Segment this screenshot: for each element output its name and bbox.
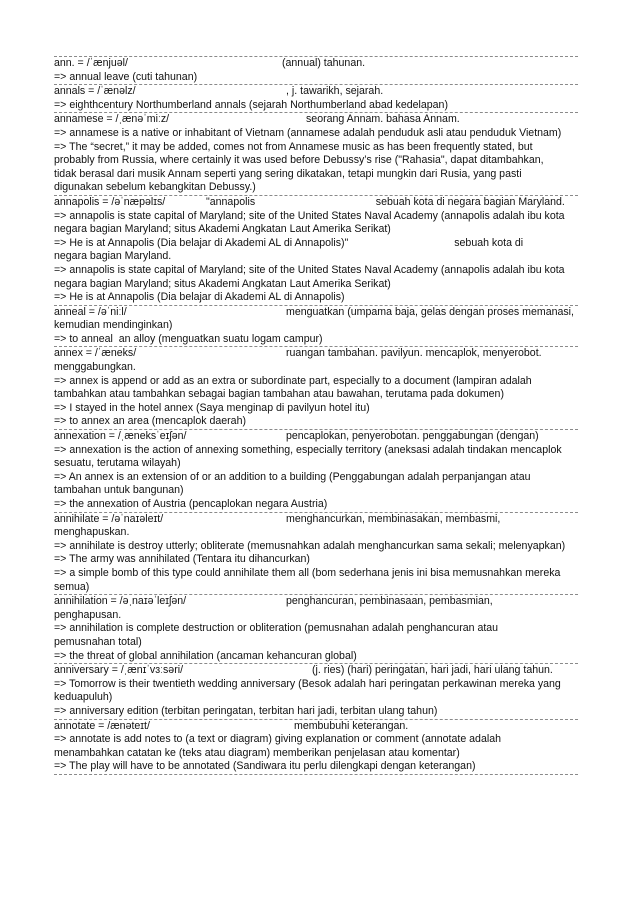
headword: annihilate = /əˈnaɪəleɪt/	[54, 512, 164, 525]
translation: pencaplokan, penyerobotan. penggabungan (dengan)	[286, 430, 539, 443]
entry-line: negara bagian Maryland.	[54, 250, 172, 263]
entry-head	[54, 196, 578, 210]
translation: , j. tawarikh, sejarah.	[286, 85, 384, 98]
entry-line: sesuatu, terutama wilayah)	[54, 457, 181, 470]
translation: (annual) tahunan.	[282, 57, 366, 69]
entry-line: => I stayed in the hotel annex (Saya menginap di pavilyun hotel itu)	[54, 401, 370, 414]
headword: annex = /ˈæneks/	[54, 347, 137, 360]
entry-line: => to annex an area (mencaplok daerah)	[54, 415, 246, 428]
headword: anneal = /əˈniːl/	[54, 305, 127, 318]
entry-line: => annex is append or add as an extra or subordinate part, especially to a document (lampiran adalah	[54, 374, 532, 387]
entry-annals	[54, 85, 578, 113]
entry-head	[54, 664, 578, 678]
entry-line: => to anneal an alloy (menguatkan suatu logam campur)	[54, 332, 323, 345]
headword: anniversary = /ˌænɪˈvɜːsəri/	[54, 664, 184, 677]
entry-line: tambahkan atau tambahkan sebagai bagian tambahan atau bawahan, terutama pada dokumen)	[54, 388, 504, 401]
entry-line: => annexation is the action of annexing something, especially territory (aneksasi adalah tindakan mencaplok	[54, 443, 562, 456]
entry-line: => annihilation is complete destruction or obliteration (pemusnahan adalah penghancuran atau	[54, 622, 499, 635]
entry-line: tidak berasal dari musik Annam seperti yang sering dikatakan, tetapi mungkin dari Rusia, yang pasti	[54, 167, 522, 180]
translation: menghancurkan, membinasakan, membasmi,	[286, 512, 501, 525]
translation: ruangan tambahan. pavilyun. mencaplok, menyerobot.	[286, 347, 542, 360]
entry-line: menghapuskan.	[54, 526, 130, 539]
translation: menguatkan (umpama baja, gelas dengan proses memanasi,	[286, 305, 574, 318]
translation: "annapolis sebuah kota di negara bagian Maryland.	[206, 195, 565, 208]
entry-line: negara bagian Maryland; situs Akademi Angkatan Laut Amerika Serikat)	[54, 223, 391, 236]
entry-head	[54, 306, 578, 320]
entry-line: => eighthcentury Northumberland annals (sejarah Northumberland abad kedelapan)	[54, 98, 448, 111]
headword: ann. = /ˈænjuəl/	[54, 57, 128, 69]
headword: annexation = /ˌæneksˈeɪʃən/	[54, 430, 187, 443]
entry-line: => annual leave (cuti tahunan)	[54, 70, 198, 83]
entry-head	[54, 595, 578, 609]
entry-line: menambahkan catatan ke (teks atau diagram) memberikan penjelasan atau komentar)	[54, 746, 460, 759]
entry-line: => He is at Annapolis (Dia belajar di Akademi AL di Annapolis)	[54, 291, 345, 304]
headword: annamese = /ˌænəˈmiːz/	[54, 113, 170, 126]
entry-line: negara bagian Maryland; situs Akademi Angkatan Laut Amerika Serikat)	[54, 277, 391, 290]
entry-line: => He is at Annapolis (Dia belajar di Akademi AL di Annapolis)" sebuah kota di	[54, 236, 524, 249]
entry-annamese	[54, 113, 578, 196]
entry-line: menggabungkan.	[54, 361, 136, 374]
entry-line: probably from Russia, where certainly it was used before Debussy’s rise ("Rahasia", dapat ditambahkan,	[54, 154, 544, 167]
translation: penghancuran, pembinasaan, pembasmian,	[286, 595, 493, 608]
entry-line: => The army was annihilated (Tentara itu dihancurkan)	[54, 553, 310, 566]
entry-annexation	[54, 430, 578, 513]
entry-annihilation	[54, 595, 578, 664]
entry-head	[54, 513, 578, 527]
entry-annotate	[54, 720, 578, 775]
entry-line: => Tomorrow is their twentieth wedding anniversary (Besok adalah hari peringatan perkawinan mereka yang	[54, 677, 561, 690]
entry-head	[54, 720, 578, 734]
translation: (j. ries) (hari) peringatan, hari jadi, hari ulang tahun.	[312, 664, 553, 677]
entry-head	[54, 347, 578, 361]
entry-line: => An annex is an extension of or an addition to a building (Penggabungan adalah perpanjangan atau	[54, 470, 531, 483]
entry-line: pemusnahan total)	[54, 635, 142, 648]
entry-line: kemudian mendinginkan)	[54, 319, 173, 332]
headword: annotate = /ænəteɪt/	[54, 719, 150, 732]
entry-annihilate	[54, 513, 578, 596]
translation: seorang Annam. bahasa Annam.	[306, 113, 460, 126]
entry-line: => anniversary edition (terbitan peringatan, terbitan hari jadi, terbitan ulang tahun)	[54, 704, 438, 717]
entry-line: semua)	[54, 580, 90, 593]
entry-head	[54, 57, 578, 71]
entry-line: => annihilate is destroy utterly; obliterate (memusnahkan adalah menghancurkan sama sekali; melenyapkan)	[54, 539, 566, 552]
entry-ann	[54, 57, 578, 85]
entry-line: => a simple bomb of this type could annihilate them all (bom sederhana jenis ini bisa memusnahkan mereka	[54, 566, 561, 579]
entry-line: => annamese is a native or inhabitant of Vietnam (annamese adalah penduduk asli atau penduduk Vietnam)	[54, 126, 562, 139]
entry-line: => the annexation of Austria (pencaplokan negara Austria)	[54, 498, 328, 510]
entry-line: digunakan sebelum kebangkitan Debussy.)	[54, 181, 256, 194]
entry-annapolis	[54, 196, 578, 306]
headword: annals = /ˈænəlz/	[54, 85, 136, 98]
entry-line: keduapuluh)	[54, 691, 113, 704]
entry-line: penghapusan.	[54, 608, 122, 621]
headword: annapolis = /əˈnæpəlɪs/	[54, 195, 166, 208]
entry-anneal	[54, 306, 578, 348]
entry-head	[54, 85, 578, 99]
entry-head	[54, 430, 578, 444]
entry-line: tambahan untuk bangunan)	[54, 484, 184, 497]
translation: membubuhi keterangan.	[294, 719, 409, 732]
entry-anniversary	[54, 664, 578, 719]
entry-line: => the threat of global annihilation (ancaman kehancuran global)	[54, 649, 357, 662]
entry-line: => annotate is add notes to (a text or diagram) giving explanation or comment (annotate adalah	[54, 733, 501, 746]
entry-head	[54, 113, 578, 127]
headword: annihilation = /əˌnaɪəˈleɪʃən/	[54, 595, 187, 608]
entry-line: => annapolis is state capital of Maryland; site of the United States Naval Academy (annapolis adalah ibu kota	[54, 209, 565, 222]
entry-line: => annapolis is state capital of Maryland; site of the United States Naval Academy (annapolis adalah ibu kota	[54, 263, 565, 276]
entry-list	[54, 56, 578, 775]
entry-line: => The “secret,” it may be added, comes not from Annamese music as has been frequently stated, but	[54, 140, 533, 153]
entry-line: => The play will have to be annotated (Sandiwara itu perlu dilengkapi dengan keterangan)	[54, 760, 476, 773]
entry-annex	[54, 347, 578, 430]
